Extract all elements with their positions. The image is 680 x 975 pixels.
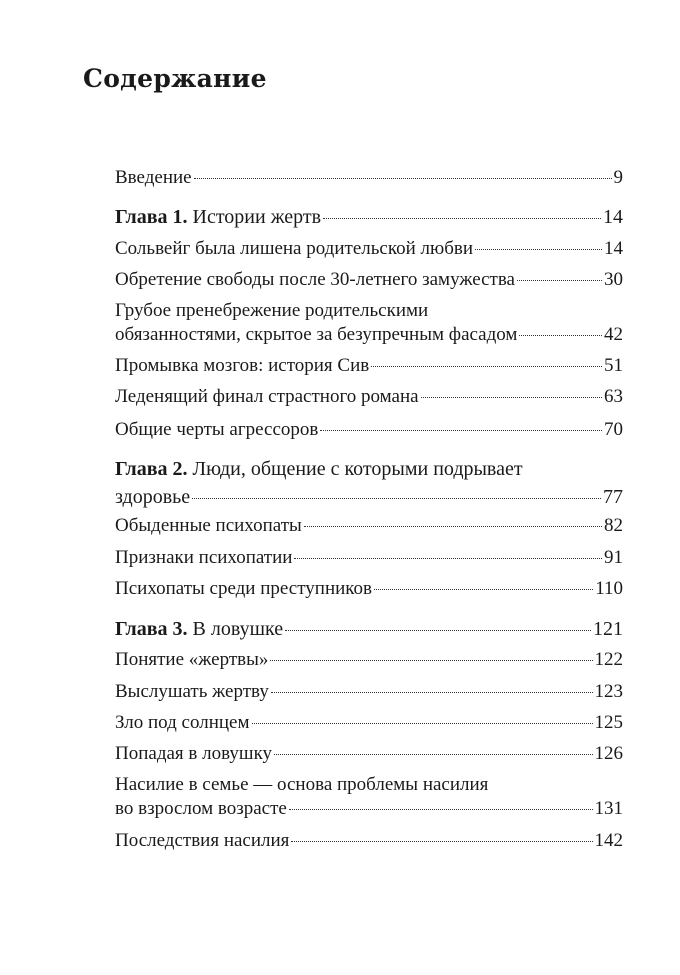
toc-entry-page: 122	[594, 649, 623, 670]
dot-leader	[374, 589, 593, 590]
toc-entry[interactable]	[115, 299, 623, 347]
dot-leader	[517, 280, 602, 281]
toc-entry[interactable]	[115, 648, 623, 672]
toc-entry-page: 131	[594, 798, 623, 819]
toc-entry[interactable]	[115, 385, 623, 409]
toc-entry-label: Истории жертв	[192, 206, 322, 228]
dot-leader	[323, 218, 601, 219]
dot-leader	[285, 630, 591, 631]
dot-leader	[252, 723, 593, 724]
toc-entry-page: 63	[604, 386, 623, 407]
toc-entry-label: Признаки психопатии	[115, 547, 293, 568]
toc-entry-label: Последствия насилия	[115, 830, 290, 851]
toc-entry-page: 142	[594, 830, 623, 851]
toc-chapter-1[interactable]	[115, 205, 623, 229]
toc-entry-page: 42	[604, 324, 623, 345]
toc-entry-label: Общие черты агрессоров	[115, 419, 319, 440]
toc-entry-label: Сольвейг была лишена родительской любви	[115, 238, 474, 259]
toc-entry-page: 91	[604, 547, 623, 568]
chapter-prefix: Глава 1.	[115, 206, 188, 228]
toc-entry[interactable]	[115, 546, 623, 570]
toc-entry-page: 126	[594, 743, 623, 764]
toc-entry-label: Выслушать жертву	[115, 681, 269, 702]
toc-entry-page: 30	[604, 269, 623, 290]
toc-chapter-3[interactable]	[115, 617, 623, 641]
toc-entry-page: 110	[595, 578, 623, 599]
dot-leader	[304, 526, 602, 527]
toc-entry-page: 51	[604, 355, 623, 376]
dot-leader	[289, 809, 593, 810]
toc-entry[interactable]	[115, 268, 623, 292]
toc-entry[interactable]	[115, 577, 623, 601]
toc-entry-label: Понятие «жертвы»	[115, 649, 269, 670]
toc-entry-page: 9	[613, 167, 623, 188]
toc-entry-label: Промывка мозгов: история Сив	[115, 355, 370, 376]
toc-entry-page: 121	[593, 618, 623, 640]
toc-entry[interactable]	[115, 742, 623, 766]
toc-entry-label-line1: Насилие в семье — основа проблемы насилия	[115, 774, 489, 795]
toc-entry[interactable]	[115, 773, 623, 821]
dot-leader	[371, 366, 602, 367]
chapter-prefix: Глава 3.	[115, 618, 188, 640]
toc-entry-page: 77	[603, 486, 623, 508]
toc-entry-page: 123	[594, 681, 623, 702]
dot-leader	[294, 558, 602, 559]
toc-entry-label: Психопаты среди преступников	[115, 578, 373, 599]
toc-entry-page: 125	[594, 712, 623, 733]
dot-leader	[271, 692, 593, 693]
toc-entry[interactable]	[115, 829, 623, 853]
toc-entry[interactable]	[115, 514, 623, 538]
dot-leader	[475, 249, 602, 250]
toc-entry-label: обязанностями, скрытое за безупречным фасадом	[115, 324, 518, 345]
page-title: Содержание	[83, 64, 267, 93]
toc-entry-label: Леденящий финал страстного романа	[115, 386, 419, 407]
toc-entry-label: Попадая в ловушку	[115, 743, 273, 764]
toc-entry-label: В ловушке	[192, 618, 284, 640]
toc-entry-label: Введение	[115, 167, 192, 188]
dot-leader	[421, 397, 602, 398]
dot-leader	[320, 430, 602, 431]
toc-entry-page: 70	[604, 419, 623, 440]
toc-entry[interactable]	[115, 711, 623, 735]
toc-entry-label-line1: Люди, общение с которыми подрывает	[192, 458, 523, 480]
toc-entry-label: во взрослом возрасте	[115, 798, 287, 819]
toc-entry[interactable]	[115, 237, 623, 261]
dot-leader	[291, 841, 592, 842]
toc-entry-label: Обыденные психопаты	[115, 515, 302, 536]
toc-entry-page: 14	[604, 238, 623, 259]
toc-entry[interactable]	[115, 354, 623, 378]
dot-leader	[270, 660, 592, 661]
toc-entry[interactable]	[115, 680, 623, 704]
toc-entry-label-line1: Грубое пренебрежение родительскими	[115, 300, 429, 321]
dot-leader	[519, 335, 602, 336]
toc-entry-label: Зло под солнцем	[115, 712, 250, 733]
dot-leader	[274, 754, 592, 755]
toc-entry[interactable]	[115, 418, 623, 442]
toc-chapter-2[interactable]	[115, 455, 623, 511]
toc-entry-intro[interactable]	[115, 166, 623, 190]
toc-entry-page: 14	[603, 206, 623, 228]
chapter-prefix: Глава 2.	[115, 458, 188, 480]
toc-entry-page: 82	[604, 515, 623, 536]
dot-leader	[192, 498, 601, 499]
toc-entry-label: здоровье	[115, 486, 191, 508]
toc-entry-label: Обретение свободы после 30-летнего замужества	[115, 269, 515, 290]
dot-leader	[194, 178, 612, 179]
